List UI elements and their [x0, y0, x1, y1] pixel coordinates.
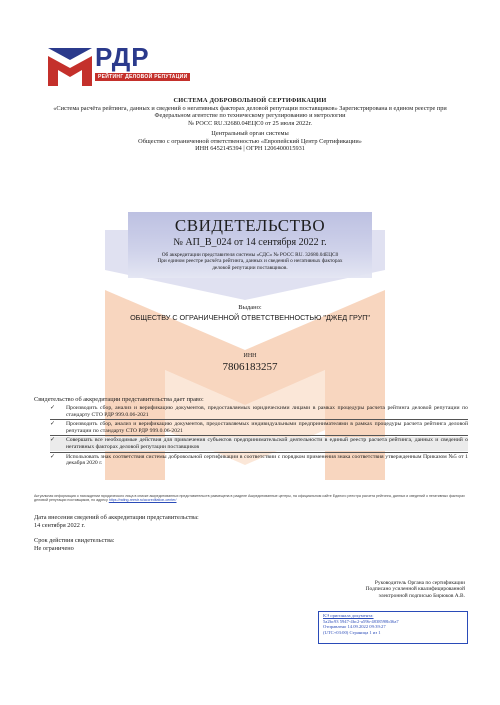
system-line-3: Федеральном агентстве по техническому регулированию и метрологии [154, 112, 346, 120]
validity-value: Не ограничено [34, 544, 74, 552]
inn-value: 7806183257 [222, 361, 278, 373]
check-icon: ✓ [50, 420, 56, 428]
rights-item [50, 405, 468, 418]
inn-label: ИНН [243, 353, 257, 359]
certificate-title: СВИДЕТЕЛЬСТВО [174, 216, 326, 235]
check-icon: ✓ [50, 452, 56, 460]
footnote-text: Актуальная информация о нахождении юридического лица в списке аккредитованных представительств размещена в разделе Аккредитованные центры, на официальном сайте Единого реестра расчета рейтинга, данных и сведений о негативных факторах деловой репутации поставщиков, по адресу [34, 494, 465, 503]
central-body-line-1: Центральный орган системы [211, 130, 289, 137]
footnote-link[interactable]: https://rating-reestr.ru/accreditation-center/ [108, 498, 177, 503]
check-icon: ✓ [50, 404, 56, 411]
system-line-4: № РОСС RU.32680.04ЕЦС0 от 25 июля 2022г. [188, 119, 312, 127]
stamp-line-3: Отправлено 14.09.2022 09:39:27 [323, 624, 386, 630]
signature-block [330, 580, 465, 599]
footnote [34, 494, 474, 503]
e-signature-stamp [318, 611, 468, 644]
rights-item [50, 437, 468, 450]
certificate-info-line-2: При едином реестре расчёта рейтинга, данных и сведений о негативных факторах [157, 258, 343, 265]
rights-intro: Свидетельство об аккредитации представительства дает право: [34, 396, 204, 403]
central-body-line-2: Общество с ограниченной ответственностью «Европейский Центр Сертификации» [138, 137, 362, 145]
company-name: ОБЩЕСТВУ С ОГРАНИЧЕННОЙ ОТВЕТСТВЕННОСТЬЮ "ДЖЕД ГРУП" [130, 313, 370, 322]
signature-line-2: Подписано усиленной квалифицированной [365, 586, 465, 593]
certificate-number: № АП_В_024 от 14 сентября 2022 г. [173, 237, 327, 248]
divider [50, 452, 468, 453]
stamp-line-4: (UTC+03:00) Страница 1 из 1 [323, 629, 381, 635]
central-body-header [40, 130, 460, 153]
rights-item-text: Производить сбор, анализ и верификацию документов, предоставляемых юридическими лицами в рамках процедуры расчета рейтинга деловой репутации по стандарту СТО РДР 999.0.06-2021 [66, 405, 468, 418]
logo-tagline: РЕЙТИНГ ДЕЛОВОЙ РЕПУТАЦИИ [95, 73, 190, 81]
central-body-line-3: ИНН 6452145394 | ОГРН 1206400015931 [195, 145, 305, 153]
system-heading: СИСТЕМА ДОБРОВОЛЬНОЙ СЕРТИФИКАЦИИ [173, 97, 327, 104]
rights-item-text: Производить сбор, анализ и верификацию документов, предоставляемых индивидуальными предпринимателями в рамках процедуры расчета рейтинга деловой репутации по стандарту СТО РДР 999.0.06-2021 [66, 421, 468, 434]
certificate-info-line-3: деловой репутации поставщиков. [212, 264, 288, 271]
entry-date-label: Дата внесения сведений об аккредитации представительства: [34, 514, 199, 521]
signature-line-1: Руководитель Органа по сертификации [374, 580, 465, 586]
signature-line-3: электронной подписью Бирюков А.В. [378, 592, 465, 599]
rights-item-text: Совершать все необходимые действия для привлечения субъектов предпринимательской деятельности в единый реестр расчета рейтинга, данных и сведений о негативных факторах деловой репутации поставщиков [66, 437, 468, 450]
validity-label: Срок действия свидетельства: [34, 537, 115, 544]
system-line-2: «Система расчёта рейтинга, данных и сведений о негативных факторах деловой репутации поставщиков» Зарегистрирована в едином реестре при [53, 104, 447, 112]
rights-list [50, 405, 468, 468]
check-icon: ✓ [50, 436, 56, 444]
certificate-info-line-1: Об аккредитации представителя системы «СДС» № РОСС RU. 32680.04ЕЦС0 [161, 252, 339, 258]
entry-date-value: 14 сентября 2022 г. [34, 521, 85, 529]
system-header [40, 97, 460, 127]
rights-item [50, 454, 468, 467]
issued-label: Выдано: [238, 304, 262, 311]
stamp-line-2: 5a2bc93 5947-4bc2-a59b-4838598b36a7 [323, 618, 399, 624]
logo-brand: РДР [95, 42, 150, 72]
stamp-line-1: КЭ оригинала документа: [323, 613, 374, 618]
rights-item-text: Использовать знак соответствия системы добровольной сертификации в соответствии с порядком применения знака соответствия утвержденным Приказом №5 от 1 декабря 2020 г. [66, 453, 468, 467]
certificate-info [128, 252, 372, 271]
dates-block [34, 514, 199, 552]
rights-item [50, 421, 468, 434]
